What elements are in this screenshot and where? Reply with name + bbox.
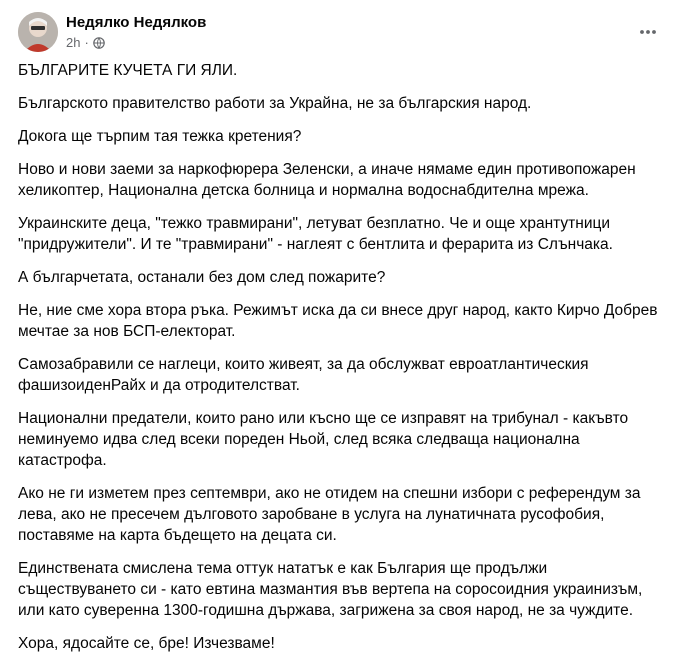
post-paragraph: Българското правителство работи за Украйна, не за българския народ. — [18, 95, 532, 112]
avatar[interactable] — [18, 12, 58, 52]
post-paragraph: БЪЛГАРИТЕ КУЧЕТА ГИ ЯЛИ. — [18, 62, 238, 79]
post-paragraph: Украинските деца, "тежко травмирани", летуват безплатно. Че и още хрантутници "придружители". И те "травмирани" - наглеят с бентлита и ферарита из Слънчака. — [18, 215, 613, 253]
post-paragraph: Национални предатели, които рано или късно ще се изправят на трибунал - какъвто неминуемо идва след всеки пореден Ньой, след всяка следваща национална катастрофа. — [18, 410, 629, 469]
post-paragraph: Не, ние сме хора втора ръка. Режимът иска да си внесе друг народ, както Кирчо Добрев мечтае за нов БСП-електорат. — [18, 302, 658, 340]
post-header — [18, 12, 666, 56]
more-options-icon[interactable] — [636, 22, 660, 42]
post-paragraph: Докога ще търпим тая тежка кретения? — [18, 128, 302, 145]
post-time[interactable]: 2h — [66, 35, 81, 50]
post-paragraph: Ако не ги изметем през септември, ако не отидем на спешни избори с референдум за лева, ако не пресечем дълговото заробване в услуга на лунатичната русофобия, поставяме на карта бъдещето на децата си. — [18, 485, 641, 544]
post-paragraph: Единствената смислена тема оттук нататък е как България ще продължи съществуването си - като евтина мазмантия във вертепа на соросоидния украинизъм, или като суверенна 1300-годишна държава, загрижена за своя народ, не за чуждите. — [18, 560, 643, 619]
globe-icon — [93, 37, 105, 49]
post-paragraph: Ново и нови заеми за наркофюрера Зеленски, а иначе нямаме един противопожарен хеликоптер, Национална детска болница и нормална водоснабдителна мрежа. — [18, 161, 636, 199]
post-meta — [66, 35, 105, 50]
meta-separator: · — [84, 35, 89, 50]
post-paragraph: Самозабравили се наглеци, които живеят, за да обслужват евроатлантическия фашизоиденРайх и да отродителстват. — [18, 356, 589, 394]
author-name[interactable]: Недялко Недялков — [66, 14, 207, 31]
post-paragraph: Хора, ядосайте се, бре! Изчезваме! — [18, 635, 275, 652]
post-body — [18, 60, 668, 666]
post-paragraph: А българчетата, останали без дом след пожарите? — [18, 269, 386, 286]
